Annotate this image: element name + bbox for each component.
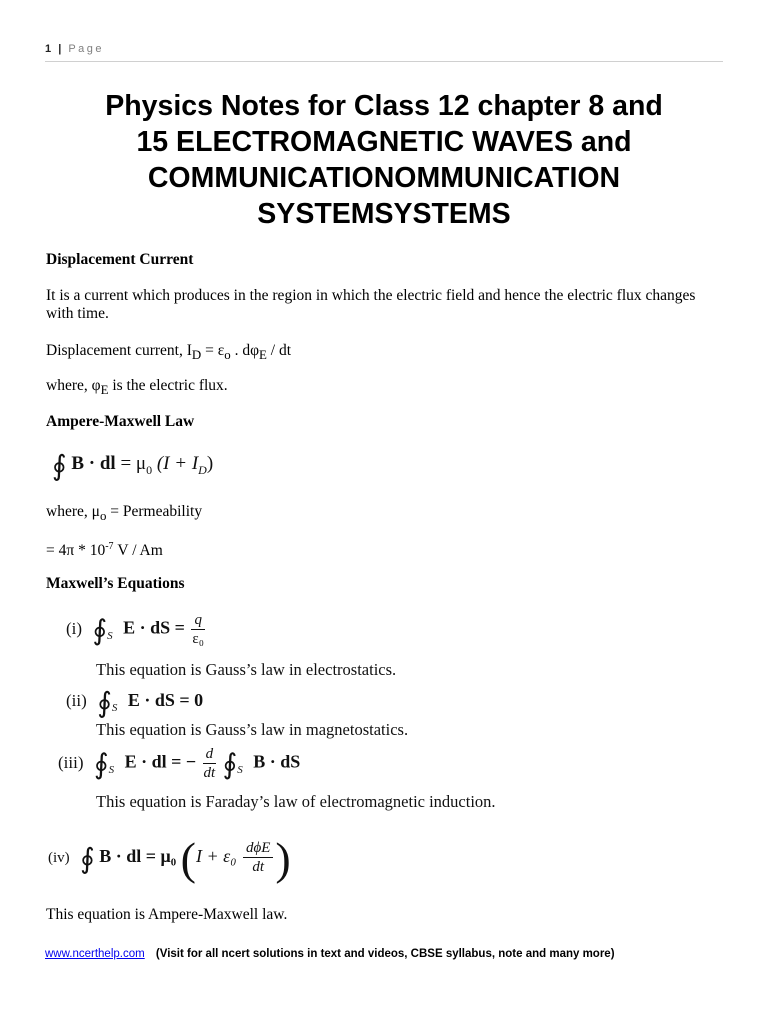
fraction-numerator: d: [203, 745, 217, 764]
title-line: 15 ELECTROMAGNETIC WAVES and: [136, 126, 632, 158]
fraction-denominator: dt: [252, 859, 265, 876]
page-footer: [45, 948, 615, 960]
fraction-numerator: q: [191, 611, 205, 630]
page-separator: |: [58, 43, 63, 55]
maxwell-equation-4: [48, 832, 291, 885]
displacement-formula: [46, 342, 291, 364]
formula-text: / dt: [266, 342, 292, 359]
formula-subscript: D: [191, 347, 202, 363]
equation-fraction: [243, 839, 273, 876]
formula-text: = ε: [201, 342, 225, 359]
equation-body: E · dS = 0: [127, 690, 204, 710]
equation-label: (ii): [66, 691, 87, 710]
document-title: [30, 88, 738, 232]
fraction-denominator: ε₀: [192, 631, 204, 647]
equation-subscript: 0: [146, 462, 153, 477]
flux-text: is the electric flux.: [108, 377, 228, 394]
value-exponent: -7: [105, 541, 114, 552]
equation-fraction: [203, 745, 217, 782]
value-text: = 4π * 10: [46, 542, 106, 560]
permeability-text: = Permeability: [106, 503, 203, 520]
equation-2-note: This equation is Gauss’s law in magnetostatics.: [96, 720, 409, 739]
permeability-subscript: o: [99, 508, 107, 524]
page-word: Page: [68, 43, 105, 55]
footer-note: (Visit for all ncert solutions in text and videos, CBSE syllabus, note and many more): [155, 948, 615, 960]
fraction-denominator: dt: [203, 765, 216, 781]
contour-integral-icon: ∮: [52, 449, 67, 482]
page-header: [45, 43, 723, 55]
contour-integral-icon: ∮: [222, 747, 238, 781]
website-link[interactable]: www.ncerthelp.com: [45, 948, 145, 960]
equation-mu: = μ: [120, 453, 147, 474]
title-line: Physics Notes for Class 12 chapter 8 and: [105, 90, 663, 122]
formula-subscript: E: [259, 347, 267, 363]
maxwell-closing: This equation is Ampere-Maxwell law.: [46, 906, 288, 923]
equation-label: (iv): [48, 850, 70, 866]
electric-flux-note: [46, 377, 228, 399]
maxwell-heading: Maxwell’s Equations: [46, 575, 185, 592]
equation-lhs: B · dl: [71, 453, 116, 474]
permeability-text: where, μ: [46, 503, 100, 520]
contour-integral-icon: ∮: [80, 842, 95, 875]
contour-integral-icon: ∮: [94, 747, 109, 781]
equation-body: B · dS: [253, 751, 301, 772]
title-line: COMMUNICATIONOMMUNICATION: [147, 162, 621, 194]
ampere-heading: Ampere-Maxwell Law: [46, 413, 195, 430]
equation-fraction: [191, 611, 205, 648]
fraction-numerator: dϕE: [243, 839, 273, 858]
maxwell-equation-1: (i) $∮_S$ E · dS = $\frac{q}{\text{ε₀}}$: [66, 612, 204, 647]
formula-subscript: o: [224, 347, 231, 363]
equation-subscript: D: [198, 462, 207, 477]
equation-1-note: This equation is Gauss’s law in electrostatics.: [96, 660, 397, 679]
contour-integral-icon: ∮: [92, 613, 108, 647]
maxwell-equation-3: (iii) $∮_S$ E · dl = − $\frac{d}{dt}$ $∮_S$ B · dS: [58, 746, 301, 781]
right-paren: ): [275, 833, 291, 884]
displacement-heading: Displacement Current: [46, 251, 194, 268]
equation-body: E · dS =: [123, 617, 185, 638]
equation-3-note: This equation is Faraday’s law of electromagnetic induction.: [96, 792, 496, 811]
formula-text: .: [230, 342, 243, 359]
equation-body: (I + I: [152, 453, 199, 474]
equation-body: E · dl = −: [124, 751, 197, 772]
header-rule: [45, 61, 723, 62]
displacement-paragraph: It is a current which produces in the region in which the electric field and hence the electric flux changes with time.: [46, 287, 696, 322]
equation-body: B · dl = μ₀: [99, 846, 177, 866]
contour-integral-icon: ∮: [97, 686, 112, 719]
title-line: SYSTEMSYSTEMS: [257, 198, 511, 230]
equation-label: (iii): [58, 752, 84, 772]
left-paren: (: [180, 833, 196, 884]
permeability-line: [46, 503, 202, 525]
value-unit: V / Am: [113, 542, 163, 560]
flux-subscript: E: [100, 382, 109, 398]
equation-inner: I + ε₀: [195, 846, 237, 866]
formula-text: Displacement current, I: [46, 342, 192, 359]
formula-text: dφ: [242, 342, 260, 359]
page-number: 1: [45, 43, 53, 55]
maxwell-equation-2: (ii) $∮_S$ E · dS = 0: [66, 686, 204, 719]
equation-label: (i): [66, 618, 83, 638]
flux-text: where, φ: [46, 377, 101, 394]
ampere-equation: [52, 449, 213, 482]
permeability-value: [46, 538, 163, 560]
equation-close: ): [206, 453, 214, 474]
